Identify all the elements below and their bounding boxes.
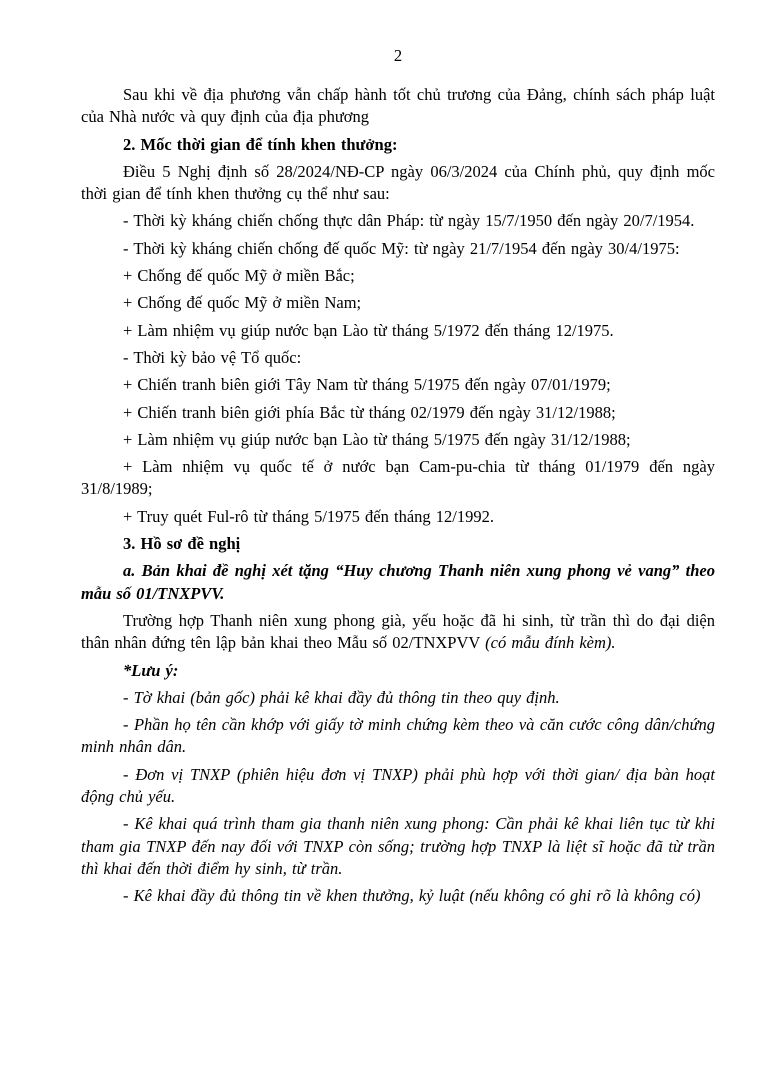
list-item [81, 456, 715, 501]
text-run: + Chống đế quốc Mỹ ở miền Bắc; [123, 266, 355, 286]
document-body [81, 84, 715, 908]
document-content [81, 45, 715, 913]
text-run: + Chiến tranh biên giới Tây Nam từ tháng 5/1975 đến ngày 07/01/1979; [123, 375, 611, 395]
text-run: + Làm nhiệm vụ giúp nước bạn Lào từ tháng 5/1972 đến tháng 12/1975. [123, 320, 614, 340]
list-item [81, 374, 715, 396]
body-paragraph [81, 161, 715, 206]
list-item [81, 813, 715, 880]
text-run: - Thời kỳ kháng chiến chống đế quốc Mỹ: từ ngày 21/7/1954 đến ngày 30/4/1975: [123, 238, 680, 258]
text-run: - Kê khai đầy đủ thông tin về khen thưởng, kỷ luật (nếu không có ghi rõ là không có) [123, 886, 701, 906]
text-run: - Kê khai quá trình tham gia thanh niên xung phong: Cần phải kê khai liên tục từ khi tham gia TNXP đến nay đối với TNXP còn sống; trường hợp TNXP là liệt sĩ hoặc đã từ trần thì khai đến thời điểm hy sinh, từ trần. [81, 814, 715, 878]
text-run: (có mẫu đính kèm). [485, 633, 616, 653]
list-item [81, 265, 715, 287]
note-heading [81, 660, 715, 682]
list-item [81, 347, 715, 369]
text-run: 2. Mốc thời gian để tính khen thưởng: [123, 134, 398, 154]
list-item [81, 238, 715, 260]
list-item [81, 292, 715, 314]
list-item [81, 429, 715, 451]
text-run: Trường hợp Thanh niên xung phong già, yếu hoặc đã hi sinh, từ trần thì do đại diện thân nhân đứng tên lập bản khai theo Mẫu số 02/TNXPVV [81, 610, 715, 653]
text-run: 3. Hồ sơ đề nghị [123, 534, 241, 554]
section-heading [81, 134, 715, 156]
text-run: - Đơn vị TNXP (phiên hiệu đơn vị TNXP) phải phù hợp với thời gian/ địa bàn hoạt động chủ yếu. [81, 764, 715, 807]
text-run: Sau khi về địa phương vẫn chấp hành tốt chủ trương của Đảng, chính sách pháp luật của Nhà nước và quy định của địa phương [81, 85, 715, 127]
page-number: 2 [393, 46, 403, 65]
text-run: + Làm nhiệm vụ quốc tế ở nước bạn Cam-pu-chia từ tháng 01/1979 đến ngày 31/8/1989; [81, 457, 715, 499]
text-run: - Tờ khai (bản gốc) phải kê khai đầy đủ thông tin theo quy định. [123, 687, 560, 707]
list-item [81, 506, 715, 528]
body-paragraph [81, 610, 715, 655]
text-run: - Thời kỳ bảo vệ Tổ quốc: [123, 347, 302, 367]
list-item [81, 764, 715, 809]
text-run: + Làm nhiệm vụ giúp nước bạn Lào từ tháng 5/1975 đến ngày 31/12/1988; [123, 429, 631, 449]
list-item [81, 885, 715, 907]
section-heading [81, 533, 715, 555]
body-paragraph [81, 84, 715, 129]
text-run: + Truy quét Ful-rô từ tháng 5/1975 đến tháng 12/1992. [123, 506, 494, 526]
text-run: + Chống đế quốc Mỹ ở miền Nam; [123, 293, 362, 313]
list-item [81, 320, 715, 342]
list-item [81, 402, 715, 424]
text-run: Điều 5 Nghị định số 28/2024/NĐ-CP ngày 06/3/2024 của Chính phủ, quy định mốc thời gian để tính khen thưởng cụ thể như sau: [81, 161, 715, 204]
text-run: a. Bản khai đề nghị xét tặng “Huy chương Thanh niên xung phong vẻ vang” theo mẫu số 01/TNXPVV. [81, 561, 715, 603]
list-item [81, 714, 715, 759]
text-run: - Phần họ tên cần khớp với giấy tờ minh chứng kèm theo và căn cước công dân/chứng minh nhân dân. [81, 715, 715, 757]
body-paragraph [81, 560, 715, 605]
list-item [81, 687, 715, 709]
text-run: - Thời kỳ kháng chiến chống thực dân Pháp: từ ngày 15/7/1950 đến ngày 20/7/1954. [123, 211, 695, 231]
text-run: *Lưu ý: [123, 660, 179, 680]
text-run: + Chiến tranh biên giới phía Bắc từ tháng 02/1979 đến ngày 31/12/1988; [123, 402, 616, 422]
list-item [81, 210, 715, 232]
